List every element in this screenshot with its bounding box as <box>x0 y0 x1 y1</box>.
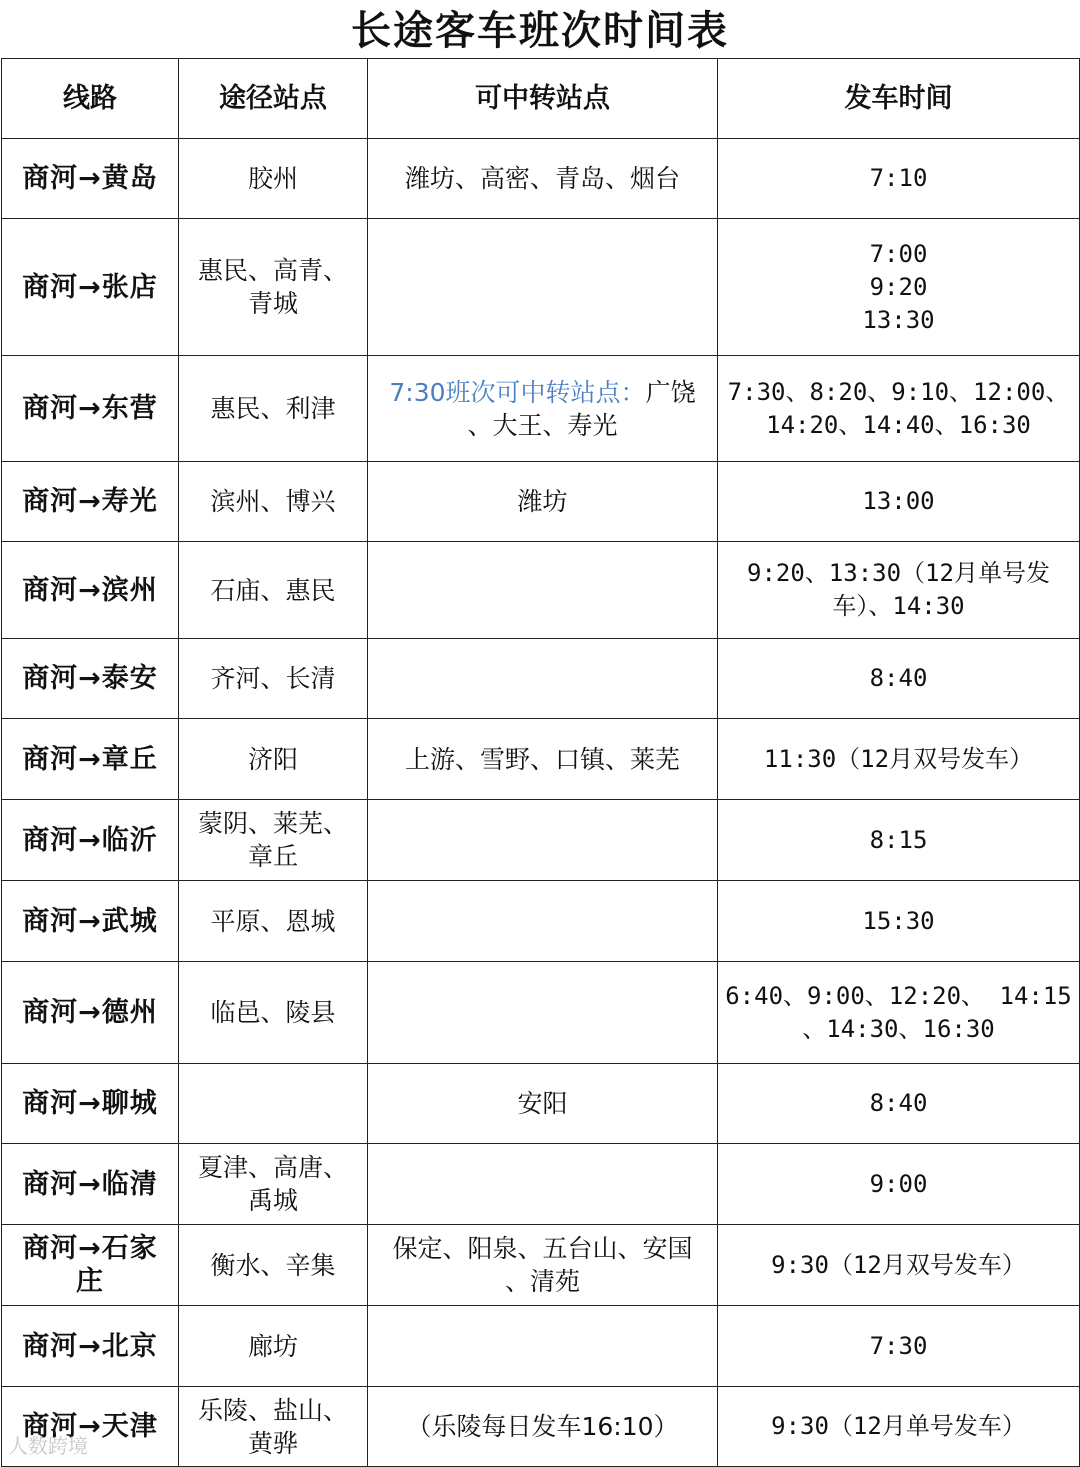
route-cell-line: 商河→泰安 <box>22 663 158 694</box>
departure-cell-line: 7:30、8:20、9:10、12:00、 <box>727 377 1070 406</box>
table-row <box>2 542 1080 639</box>
via-cell <box>179 1387 368 1467</box>
header-row <box>2 59 1080 139</box>
departure-cell-line: 14:20、14:40、16:30 <box>766 410 1031 439</box>
departure-cell-line: 7:30 <box>869 1331 928 1360</box>
departure-cell <box>718 1144 1080 1225</box>
departure-cell-line: 8:40 <box>869 664 928 692</box>
transfer-cell-line: 、清苑 <box>504 1267 580 1296</box>
via-cell <box>179 719 368 800</box>
via-cell <box>179 462 368 542</box>
via-cell-line: 乐陵、盐山、 <box>197 1395 348 1425</box>
transfer-cell <box>368 800 718 881</box>
route-cell <box>2 462 179 542</box>
via-cell <box>179 356 368 462</box>
transfer-cell <box>368 962 718 1064</box>
via-cell-line: 禹城 <box>247 1186 298 1215</box>
route-cell <box>2 139 179 219</box>
via-cell-line: 临邑、陵县 <box>210 998 336 1027</box>
transfer-cell <box>368 1144 718 1225</box>
via-cell-line: 胶州 <box>247 164 298 193</box>
table-row <box>2 881 1080 962</box>
departure-cell <box>718 139 1080 219</box>
header-route: 线路 <box>2 59 179 139</box>
via-cell <box>179 800 368 881</box>
departure-cell <box>718 1064 1080 1144</box>
transfer-cell <box>368 881 718 962</box>
route-cell <box>2 800 179 881</box>
table-row <box>2 219 1080 356</box>
transfer-cell <box>368 1387 718 1467</box>
via-cell <box>179 962 368 1064</box>
transfer-cell <box>368 639 718 719</box>
route-cell <box>2 881 179 962</box>
route-cell-line: 商河→武城 <box>22 905 158 937</box>
table-row <box>2 1306 1080 1387</box>
route-cell <box>2 219 179 356</box>
transfer-cell <box>368 139 718 219</box>
via-cell-line: 黄骅 <box>247 1428 298 1458</box>
route-cell-line: 商河→章丘 <box>22 743 158 775</box>
via-cell-line: 衡水、辛集 <box>210 1250 336 1280</box>
route-cell-line: 商河→石家 <box>22 1233 158 1264</box>
via-cell <box>179 542 368 639</box>
departure-cell-line: 7:00 <box>869 239 928 268</box>
table-row <box>2 1144 1080 1225</box>
via-cell-line: 夏津、高唐、 <box>197 1153 348 1182</box>
departure-cell <box>718 219 1080 356</box>
via-cell <box>179 881 368 962</box>
via-cell-line: 章丘 <box>247 842 298 871</box>
table-row <box>2 139 1080 219</box>
transfer-cell-line: 上游、雪野、口镇、莱芜 <box>404 744 680 774</box>
table-row <box>2 962 1080 1064</box>
departure-cell-line: 、14:30、16:30 <box>802 1014 995 1043</box>
route-cell <box>2 1225 179 1306</box>
via-cell-line: 惠民、高青、 <box>197 256 348 285</box>
schedule-body <box>2 139 1080 1467</box>
via-cell-line: 济阳 <box>247 744 298 774</box>
route-cell <box>2 356 179 462</box>
route-cell <box>2 962 179 1064</box>
departure-cell <box>718 542 1080 639</box>
departure-cell-line: 9:00 <box>869 1169 928 1198</box>
page-title: 长途客车班次时间表 <box>351 8 729 54</box>
route-cell-line: 庄 <box>76 1266 104 1297</box>
via-cell <box>179 139 368 219</box>
via-cell <box>179 1064 368 1144</box>
route-cell-line: 商河→临清 <box>22 1168 158 1200</box>
table-row <box>2 1064 1080 1144</box>
departure-cell-line: 6:40、9:00、12:20、 14:15 <box>725 981 1072 1010</box>
watermark: 人数跨境 <box>8 1434 88 1458</box>
route-cell-line: 商河→东营 <box>22 393 158 424</box>
header-transfer: 可中转站点 <box>368 59 718 139</box>
departure-cell <box>718 1306 1080 1387</box>
via-cell-line: 齐河、长清 <box>210 664 336 693</box>
via-cell <box>179 219 368 356</box>
transfer-cell <box>368 1064 718 1144</box>
route-cell-line: 商河→寿光 <box>22 486 158 517</box>
route-cell-line: 商河→北京 <box>22 1330 158 1362</box>
departure-cell <box>718 719 1080 800</box>
departure-cell-line: 9:20、13:30（12月单号发 <box>747 559 1050 587</box>
transfer-cell-line: 保定、阳泉、五台山、安国 <box>392 1234 693 1263</box>
via-cell-line: 蒙阴、莱芜、 <box>197 809 348 838</box>
transfer-cell-line: 安阳 <box>517 1089 568 1118</box>
transfer-cell <box>368 462 718 542</box>
transfer-cell-line: 、大王、寿光 <box>467 410 618 440</box>
departure-cell-line: 8:40 <box>869 1089 928 1117</box>
via-cell-line: 滨州、博兴 <box>210 487 336 516</box>
transfer-cell <box>368 719 718 800</box>
departure-cell <box>718 962 1080 1064</box>
schedule-table <box>1 58 1080 1467</box>
via-cell-line: 青城 <box>247 289 298 318</box>
route-cell-line: 商河→张店 <box>22 271 158 303</box>
transfer-note-text: 广饶 <box>645 377 696 407</box>
via-cell <box>179 639 368 719</box>
transfer-cell <box>368 1225 718 1306</box>
route-cell-line: 商河→天津 <box>22 1411 158 1442</box>
via-cell <box>179 1144 368 1225</box>
departure-cell-line: 车）、14:30 <box>832 592 965 620</box>
route-cell-line: 商河→滨州 <box>22 574 158 606</box>
table-row <box>2 1225 1080 1306</box>
route-cell-line: 商河→临沂 <box>22 824 158 856</box>
table-row <box>2 800 1080 881</box>
transfer-cell <box>368 219 718 356</box>
table-row <box>2 719 1080 800</box>
transfer-cell <box>368 356 718 462</box>
departure-cell-line: 7:10 <box>869 164 928 192</box>
route-cell-line: 商河→聊城 <box>22 1088 158 1119</box>
via-cell-line: 惠民、利津 <box>210 394 336 423</box>
table-row <box>2 356 1080 462</box>
route-cell <box>2 1064 179 1144</box>
transfer-cell-line: 潍坊、高密、青岛、烟台 <box>404 164 680 193</box>
route-cell <box>2 542 179 639</box>
departure-cell-line: 9:30（12月单号发车） <box>771 1412 1026 1440</box>
departure-cell-line: 15:30 <box>862 906 935 935</box>
departure-cell-line: 13:00 <box>862 487 935 515</box>
header-via: 途径站点 <box>179 59 368 139</box>
route-cell <box>2 1144 179 1225</box>
route-cell <box>2 719 179 800</box>
route-cell-line: 商河→德州 <box>22 997 158 1028</box>
table-row <box>2 639 1080 719</box>
departure-cell-line: 9:30（12月双号发车） <box>771 1250 1026 1279</box>
departure-cell <box>718 1387 1080 1467</box>
transfer-cell-line: （乐陵每日发车16:10） <box>406 1412 679 1441</box>
departure-cell <box>718 1225 1080 1306</box>
transfer-cell <box>368 542 718 639</box>
departure-cell <box>718 356 1080 462</box>
departure-cell-line: 11:30（12月双号发车） <box>763 744 1034 773</box>
via-cell-line: 平原、恩城 <box>210 906 336 936</box>
departure-cell <box>718 881 1080 962</box>
via-cell-line: 廊坊 <box>247 1331 298 1361</box>
departure-cell-line: 9:20 <box>869 272 928 301</box>
departure-cell <box>718 639 1080 719</box>
route-cell <box>2 1306 179 1387</box>
via-cell <box>179 1225 368 1306</box>
route-cell-line: 商河→黄岛 <box>22 163 158 194</box>
departure-cell-line: 8:15 <box>869 825 928 854</box>
via-cell <box>179 1306 368 1387</box>
departure-cell <box>718 462 1080 542</box>
transfer-note-prefix: 7:30班次可中转站点： <box>389 377 646 407</box>
transfer-cell-line <box>374 376 711 409</box>
transfer-cell-line: 潍坊 <box>517 487 568 516</box>
departure-cell <box>718 800 1080 881</box>
route-cell <box>2 639 179 719</box>
header-departure: 发车时间 <box>718 59 1080 139</box>
table-row <box>2 462 1080 542</box>
via-cell-line: 石庙、惠民 <box>210 575 336 605</box>
departure-cell-line: 13:30 <box>862 305 935 334</box>
transfer-cell <box>368 1306 718 1387</box>
table-row <box>2 1387 1080 1467</box>
